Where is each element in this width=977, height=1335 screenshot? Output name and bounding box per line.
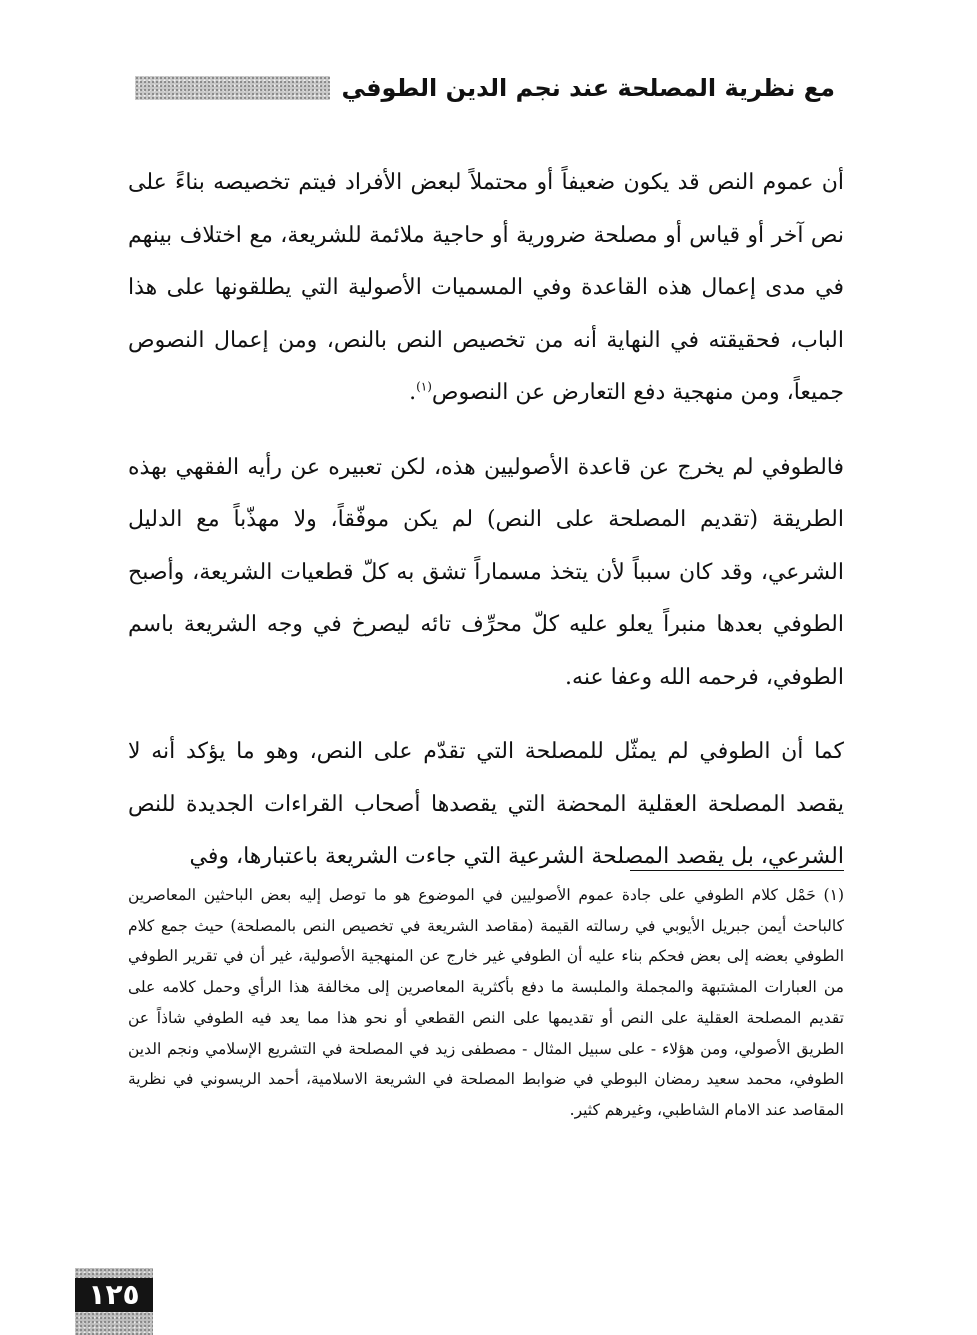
paragraph-1-text: أن عموم النص قد يكون ضعيفاً أو محتملاً لبعض الأفراد فيتم تخصيصه بناءً على نص آخر أو قياس أو مصلحة ضرورية أو حاجية ملائمة للشريعة، مع اختلاف بينهم في مدى إعمال هذه القاعدة وفي المسميات الأصولية التي يطلقونها على هذا الباب، فحقيقته في النهاية أنه من تخصيص النص بالنص، ومن إعمال النصوص جميعاً، ومن منهجية دفع التعارض عن النصوص [128, 170, 844, 405]
paragraph-3: كما أن الطوفي لم يمثّل للمصلحة التي تقدّم على النص، وهو ما يؤكد أنه لا يقصد المصلحة العقلية المحضة التي يقصدها أصحاب القراءات الجديدة للنص الشرعي، بل يقصد المصلحة الشرعية التي جاءت الشريعة باعتبارها، وفي [128, 739, 844, 869]
footnote-divider [630, 870, 844, 871]
footnote-reference: (١) [416, 379, 432, 394]
paragraph-1-period: . [409, 380, 417, 405]
paragraph-2: فالطوفي لم يخرج عن قاعدة الأصوليين هذه، لكن تعبيره عن رأيه الفقهي بهذه الطريقة (تقديم المصلحة على النص) لم يكن موفّقاً، ولا مهذّباً مع الدليل الشرعي، وقد كان سبباً لأن يتخذ مسماراً تشق به كلّ قطعيات الشريعة، وأصبح الطوفي بعدها منبراً يعلو عليه كلّ محرِّف تائه ليصرخ في وجه الشريعة باسم الطوفي، فرحمه الله وعفا عنه. [128, 454, 844, 690]
footnote-1: (١) حَمْل كلام الطوفي على جادة عموم الأصوليين في الموضوع هو ما توصل إليه بعض الباحثين المعاصرين كالباحث أيمن جبريل الأيوبي في رسالته القيمة (مقاصد الشريعة في تخصيص النص بالمصلحة) حيث جمع كلام الطوفي بعضه إلى بعض فحكم بناء عليه أن الطوفي غير خارج عن المنهجية الأصولية، غير أن في تقرير الطوفي من العبارات المشتبهة والمجملة والملبسة ما دفع بأكثرية المعاصرين إلى مخالفة هذا الرأي وحمل كلامه على تقديم المصلحة العقلية على النص أو تقديمها على النص القطعي أو نحو هذا مما يعد فيه الطوفي شاذاً عن الطريق الأصولي، ومن هؤلاء - على سبيل المثال - مصطفى زيد في المصلحة في التشريع الإسلامي ونجم الدين الطوفي، محمد سعيد رمضان البوطي في ضوابط المصلحة في الشريعة الاسلامية، أحمد الريسوني في نظرية المقاصد عند الامام الشاطبي، وغيرهم كثير. [128, 886, 844, 1119]
paragraph-1 [128, 157, 844, 420]
header-decorative-band [135, 76, 330, 100]
footnotes [128, 880, 844, 1126]
running-header [135, 66, 835, 110]
main-text [128, 157, 844, 906]
page-number: ١٢٥ [75, 1278, 153, 1312]
running-header-title: مع نظرية المصلحة عند نجم الدين الطوفي [341, 74, 835, 102]
page-number-block [75, 1268, 153, 1335]
